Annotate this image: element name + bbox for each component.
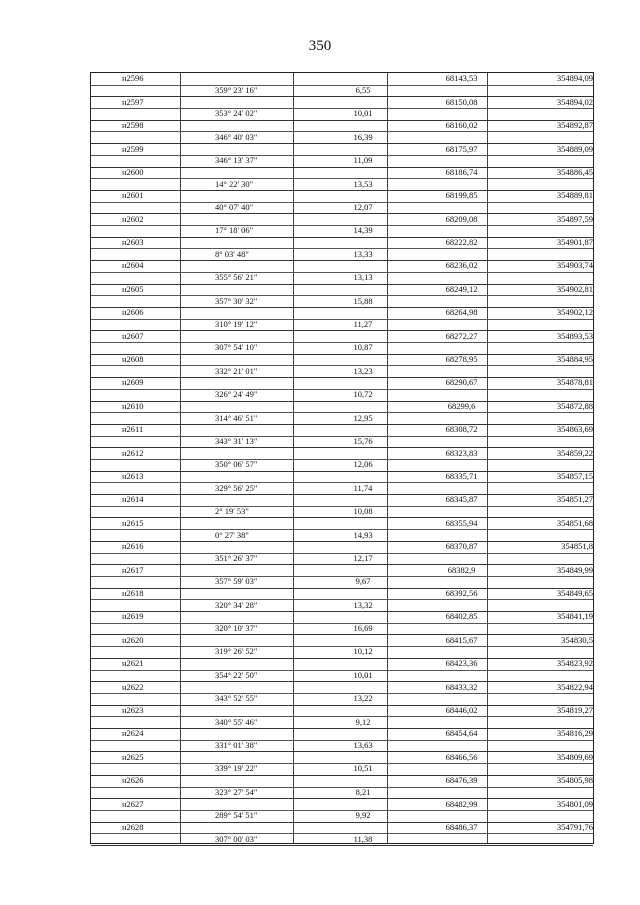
direction-angle: 314° 46' 51" [215, 412, 258, 423]
y-coordinate: 354805,98 [556, 775, 593, 786]
direction-angle: 8° 03' 48" [215, 248, 249, 259]
x-coordinate: 68222,82 [445, 237, 478, 248]
point-name: н2616 [122, 541, 144, 552]
direction-angle: 320° 10' 37" [215, 623, 258, 634]
x-coordinate: 68299,6 [447, 400, 476, 411]
y-coordinate: 354841,19 [556, 611, 593, 622]
direction-angle: 340° 55' 46" [215, 716, 258, 727]
direction-angle: 0° 27' 38" [215, 529, 249, 540]
x-coordinate: 68290,67 [445, 377, 478, 388]
y-coordinate: 354902,12 [556, 307, 593, 318]
segment-length: 10,12 [353, 646, 373, 657]
point-name: н2604 [122, 260, 144, 271]
y-coordinate: 354894,02 [556, 96, 593, 107]
x-coordinate: 68476,39 [445, 775, 478, 786]
direction-angle: 289° 54' 51" [215, 810, 258, 821]
segment-length: 14,93 [353, 529, 373, 540]
segment-length: 13,53 [353, 178, 373, 189]
segment-length: 10,01 [353, 669, 373, 680]
direction-angle: 343° 31' 13" [215, 435, 258, 446]
direction-angle: 320° 34' 28" [215, 599, 258, 610]
direction-angle: 357° 30' 32" [215, 295, 258, 306]
x-coordinate: 68308,72 [445, 424, 478, 435]
segment-length: 11,74 [353, 482, 373, 493]
y-coordinate: 354872,88 [556, 400, 593, 411]
point-name: н2607 [122, 330, 144, 341]
segment-length: 10,01 [353, 108, 373, 119]
segment-length: 10,72 [353, 389, 373, 400]
x-coordinate: 68486,37 [445, 821, 478, 832]
point-name: н2603 [122, 237, 144, 248]
x-coordinate: 68335,71 [445, 471, 478, 482]
segment-row [91, 833, 593, 846]
direction-angle: 357° 59' 03" [215, 576, 258, 587]
direction-angle: 354° 22' 50" [215, 669, 258, 680]
point-name: н2602 [122, 213, 144, 224]
y-coordinate: 354801,09 [556, 798, 593, 809]
direction-angle: 323° 27' 54" [215, 786, 258, 797]
direction-angle: 319° 26' 52" [215, 646, 258, 657]
y-coordinate: 354791,76 [556, 821, 593, 832]
y-coordinate: 354857,15 [556, 471, 593, 482]
x-coordinate: 68382,9 [447, 564, 476, 575]
point-name: н2597 [122, 96, 144, 107]
point-name: н2626 [122, 775, 144, 786]
direction-angle: 307° 54' 10" [215, 342, 258, 353]
segment-length: 13,22 [353, 693, 373, 704]
point-name: н2598 [122, 120, 144, 131]
point-name: н2618 [122, 588, 144, 598]
y-coordinate: 354819,27 [556, 704, 593, 715]
segment-length: 12,06 [353, 459, 373, 470]
y-coordinate: 354902,81 [556, 283, 593, 294]
point-name: н2611 [122, 424, 144, 435]
y-coordinate: 354897,59 [556, 213, 593, 224]
segment-length: 9,12 [355, 716, 371, 727]
direction-angle: 310° 19' 12" [215, 318, 258, 329]
coordinates-table [90, 72, 594, 844]
x-coordinate: 68150,08 [445, 96, 478, 107]
y-coordinate: 354816,29 [556, 728, 593, 739]
x-coordinate: 68175,97 [445, 143, 478, 154]
point-name: н2605 [122, 283, 144, 294]
point-name: н2617 [122, 564, 144, 575]
segment-length: 10,08 [353, 506, 373, 517]
direction-angle: 351° 26' 37" [215, 552, 258, 563]
point-name: н2623 [122, 704, 144, 715]
point-name: н2600 [122, 166, 144, 177]
x-coordinate: 68278,95 [445, 354, 478, 365]
y-coordinate: 354851,27 [556, 494, 593, 505]
point-name: н2625 [122, 751, 144, 762]
y-coordinate: 354849,65 [556, 588, 593, 598]
direction-angle: 353° 24' 02" [215, 108, 258, 119]
y-coordinate: 354823,92 [556, 658, 593, 669]
direction-angle: 40° 07' 40" [215, 202, 254, 212]
y-coordinate: 354889,81 [556, 190, 593, 201]
point-name: н2621 [122, 658, 144, 669]
point-name: н2609 [122, 377, 144, 388]
y-coordinate: 354849,99 [556, 564, 593, 575]
y-coordinate: 354830,5 [561, 634, 593, 645]
segment-length: 12,17 [353, 552, 373, 563]
point-name: н2613 [122, 471, 144, 482]
segment-length: 16,39 [353, 131, 373, 142]
x-coordinate: 68249,12 [445, 283, 478, 294]
direction-angle: 2° 19' 53" [215, 506, 249, 517]
y-coordinate: 354851,8 [561, 541, 593, 552]
segment-length: 13,23 [353, 365, 373, 376]
y-coordinate: 354809,69 [556, 751, 593, 762]
segment-length: 10,51 [353, 763, 373, 774]
x-coordinate: 68370,87 [445, 541, 478, 552]
direction-angle: 331° 01' 38" [215, 740, 258, 751]
point-name: н2615 [122, 517, 144, 528]
x-coordinate: 68402,85 [445, 611, 478, 622]
y-coordinate: 354822,94 [556, 681, 593, 692]
segment-length: 9,67 [355, 576, 371, 587]
x-coordinate: 68415,67 [445, 634, 478, 645]
point-name: н2628 [122, 821, 144, 832]
direction-angle: 343° 52' 55" [215, 693, 258, 704]
point-name: н2599 [122, 143, 144, 154]
x-coordinate: 68272,27 [445, 330, 478, 341]
x-coordinate: 68323,83 [445, 447, 478, 458]
x-coordinate: 68446,02 [445, 704, 478, 715]
y-coordinate: 354889,09 [556, 143, 593, 154]
segment-length: 13,33 [353, 248, 373, 259]
direction-angle: 355° 56' 21" [215, 272, 258, 283]
y-coordinate: 354894,09 [556, 73, 593, 84]
direction-angle: 307° 00' 03" [215, 833, 258, 844]
segment-length: 11,27 [353, 318, 373, 329]
y-coordinate: 354851,68 [556, 517, 593, 528]
direction-angle: 350° 06' 57" [215, 459, 258, 470]
y-coordinate: 354859,22 [556, 447, 593, 458]
segment-length: 16,69 [353, 623, 373, 634]
segment-length: 13,63 [353, 740, 373, 751]
x-coordinate: 68392,56 [445, 588, 478, 598]
x-coordinate: 68143,53 [445, 73, 478, 84]
direction-angle: 346° 40' 03" [215, 131, 258, 142]
x-coordinate: 68236,02 [445, 260, 478, 271]
point-name: н2627 [122, 798, 144, 809]
direction-angle: 17° 18' 06" [215, 225, 254, 236]
direction-angle: 359° 23' 16" [215, 85, 258, 96]
point-name: н2606 [122, 307, 144, 318]
x-coordinate: 68209,08 [445, 213, 478, 224]
x-coordinate: 68160,02 [445, 120, 478, 131]
y-coordinate: 354886,45 [556, 166, 593, 177]
y-coordinate: 354892,87 [556, 120, 593, 131]
y-coordinate: 354903,74 [556, 260, 593, 271]
direction-angle: 332° 21' 01" [215, 365, 258, 376]
x-coordinate: 68423,36 [445, 658, 478, 669]
segment-length: 9,92 [355, 810, 371, 821]
y-coordinate: 354884,95 [556, 354, 593, 365]
segment-length: 10,87 [353, 342, 373, 353]
y-coordinate: 354863,69 [556, 424, 593, 435]
point-name: н2608 [122, 354, 144, 365]
point-name: н2596 [122, 73, 144, 84]
x-coordinate: 68454,64 [445, 728, 478, 739]
segment-length: 13,13 [353, 272, 373, 283]
segment-length: 12,95 [353, 412, 373, 423]
page-number: 350 [308, 38, 332, 54]
segment-length: 12,07 [353, 202, 373, 212]
x-coordinate: 68186,74 [445, 166, 478, 177]
x-coordinate: 68433,32 [445, 681, 478, 692]
direction-angle: 14° 22' 30" [215, 178, 254, 189]
point-name: н2601 [122, 190, 144, 201]
x-coordinate: 68466,56 [445, 751, 478, 762]
point-name: н2622 [122, 681, 144, 692]
point-name: н2624 [122, 728, 144, 739]
point-name: н2614 [122, 494, 144, 505]
y-coordinate: 354901,87 [556, 237, 593, 248]
segment-length: 14,39 [353, 225, 373, 236]
direction-angle: 339° 19' 22" [215, 763, 258, 774]
point-name: н2620 [122, 634, 144, 645]
x-coordinate: 68264,98 [445, 307, 478, 318]
segment-length: 6,55 [355, 85, 371, 96]
segment-length: 8,21 [355, 786, 371, 797]
x-coordinate: 68482,99 [445, 798, 478, 809]
x-coordinate: 68355,94 [445, 517, 478, 528]
y-coordinate: 354893,53 [556, 330, 593, 341]
segment-length: 13,32 [353, 599, 373, 610]
segment-length: 15,88 [353, 295, 373, 306]
direction-angle: 326° 24' 49" [215, 389, 258, 400]
y-coordinate: 354878,81 [556, 377, 593, 388]
direction-angle: 329° 56' 25" [215, 482, 258, 493]
x-coordinate: 68345,87 [445, 494, 478, 505]
segment-length: 11,09 [353, 155, 373, 166]
x-coordinate: 68199,85 [445, 190, 478, 201]
segment-length: 11,38 [353, 833, 373, 844]
segment-length: 15,76 [353, 435, 373, 446]
point-name: н2612 [122, 447, 144, 458]
point-name: н2610 [122, 400, 144, 411]
point-name: н2619 [122, 611, 144, 622]
direction-angle: 346° 13' 37" [215, 155, 258, 166]
